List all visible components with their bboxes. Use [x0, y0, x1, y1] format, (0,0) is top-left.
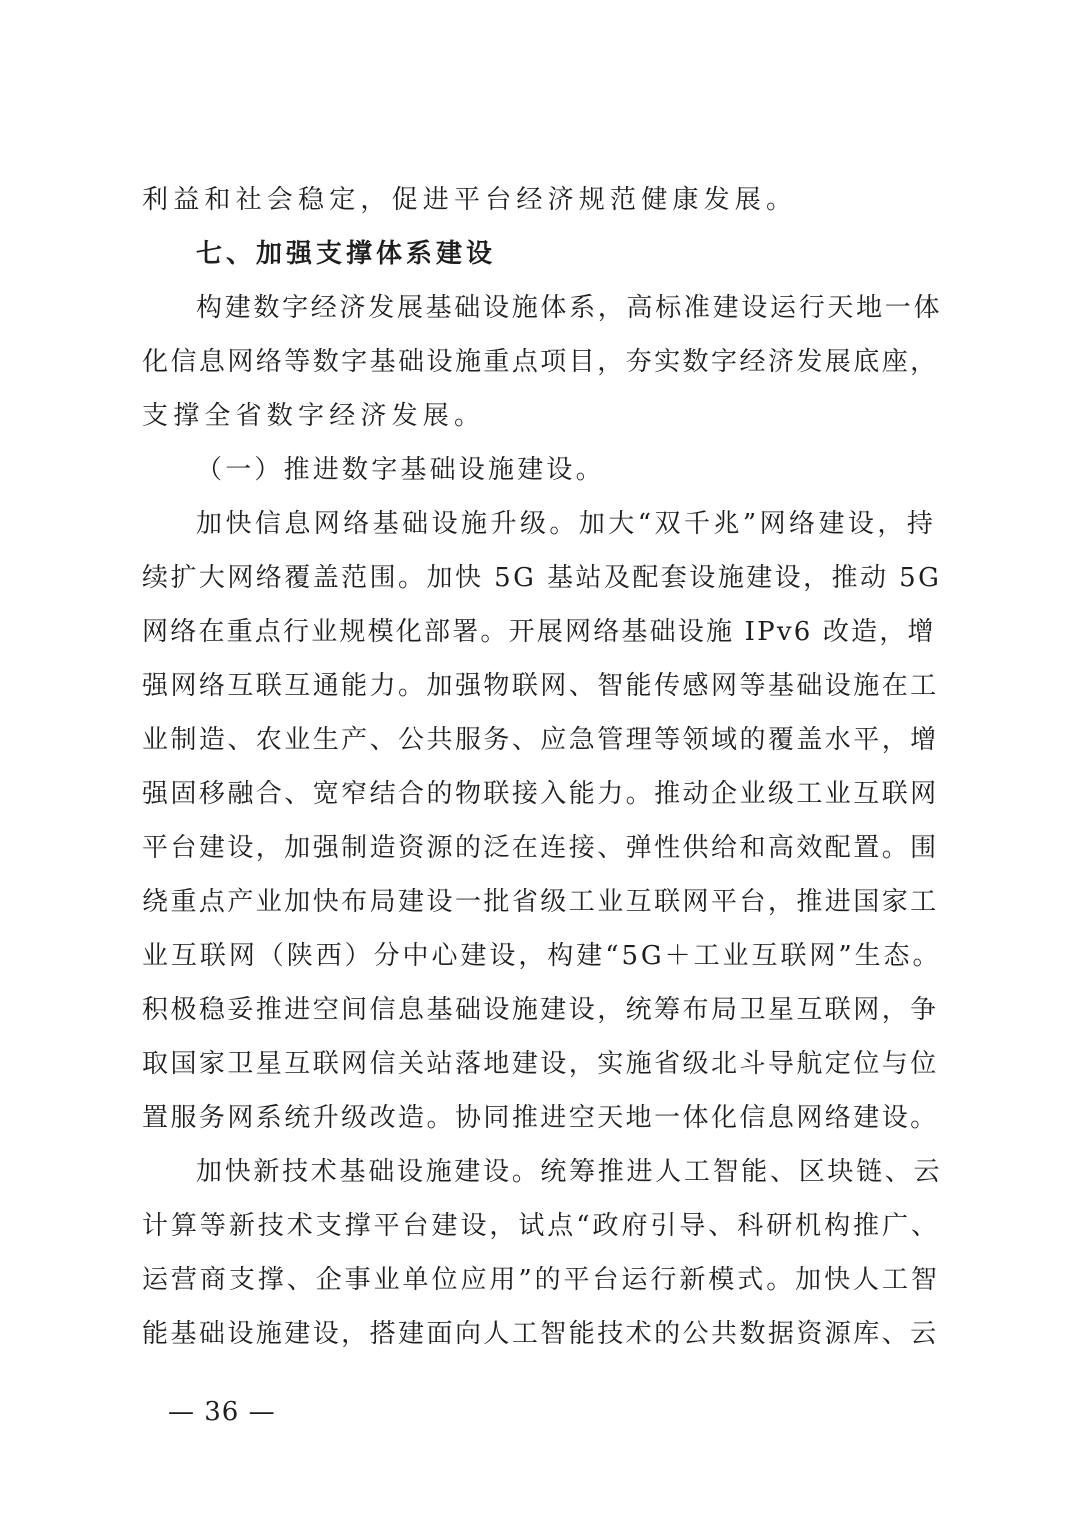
text-line: 利益和社会稳定，促进平台经济规范健康发展。: [142, 185, 798, 215]
text-line: 支撑全省数字经济发展。: [142, 401, 486, 431]
text-line: 加快信息网络基础设施升级。加大“双千兆”网络建设，持: [196, 509, 937, 539]
section-heading: 七、加强支撑体系建设: [196, 239, 497, 269]
text-line: 计算等新技术支撑平台建设，试点“政府引导、科研机构推广、: [142, 1211, 940, 1241]
text-line: 能基础设施建设，搭建面向人工智能技术的公共数据资源库、云: [142, 1319, 939, 1349]
text-line: 化信息网络等数字基础设施重点项目，夯实数字经济发展底座，: [142, 347, 939, 377]
page-number: — 36 —: [168, 1397, 276, 1427]
subsection-heading: （一）推进数字基础设施建设。: [196, 455, 605, 485]
text-line: 构建数字经济发展基础设施体系，高标准建设运行天地一体: [196, 293, 943, 323]
text-line: 网络在重点行业规模化部署。开展网络基础设施 IPv6 改造，增: [142, 617, 936, 647]
text-line: 运营商支撑、企事业单位应用”的平台运行新模式。加快人工智: [142, 1265, 940, 1295]
text-line: 积极稳妥推进空间信息基础设施建设，统筹布局卫星互联网，争: [142, 995, 939, 1025]
text-line: 强固移融合、宽窄结合的物联接入能力。推动企业级工业互联网: [142, 779, 939, 809]
text-line: 业制造、农业生产、公共服务、应急管理等领域的覆盖水平，增: [142, 725, 939, 755]
text-line: 置服务网系统升级改造。协同推进空天地一体化信息网络建设。: [142, 1103, 939, 1133]
text-line: 续扩大网络覆盖范围。加快 5G 基站及配套设施建设，推动 5G: [142, 563, 942, 593]
text-line: 强网络互联互通能力。加强物联网、智能传感网等基础设施在工: [142, 671, 939, 701]
text-line: 平台建设，加强制造资源的泛在连接、弹性供给和高效配置。围: [142, 833, 939, 863]
text-line: 取国家卫星互联网信关站落地建设，实施省级北斗导航定位与位: [142, 1049, 939, 1079]
text-line: 业互联网（陕西）分中心建设，构建“5G＋工业互联网”生态。: [142, 941, 942, 971]
text-line: 绕重点产业加快布局建设一批省级工业互联网平台，推进国家工: [142, 887, 939, 917]
text-line: 加快新技术基础设施建设。统筹推进人工智能、区块链、云: [196, 1157, 943, 1187]
